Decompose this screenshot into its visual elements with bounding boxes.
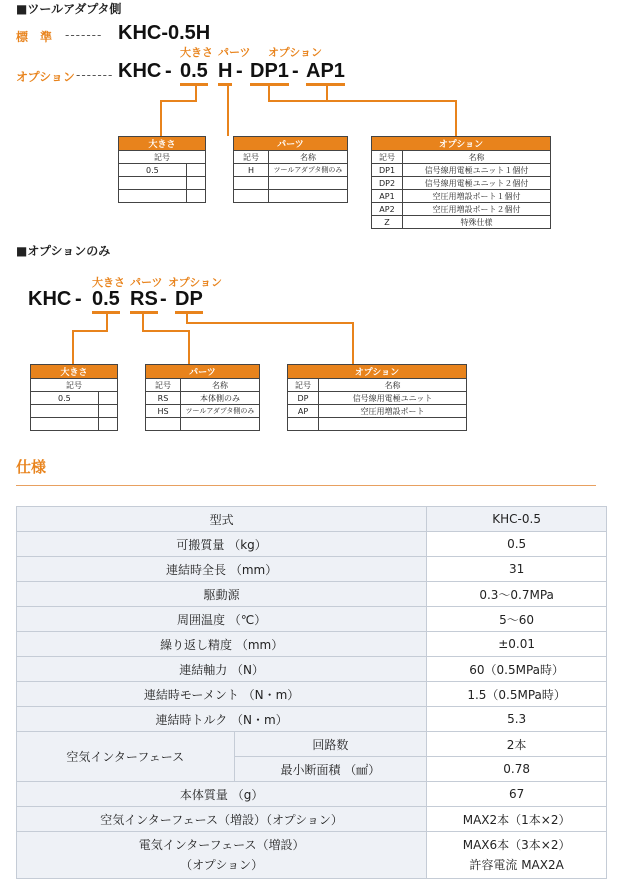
spec-value: 31 xyxy=(427,557,607,582)
table-row xyxy=(17,682,607,707)
option-table-title: オプション xyxy=(288,365,467,379)
table-cell: HS xyxy=(146,405,181,418)
spec-value-line: MAX6本（3本×2） xyxy=(462,838,571,852)
connector-line xyxy=(142,330,190,332)
spec-value: 1.5（0.5MPa時） xyxy=(427,682,607,707)
table-cell xyxy=(146,418,181,431)
spec-value: 2本 xyxy=(427,732,607,757)
table-cell: DP2 xyxy=(372,177,403,190)
table-cell: 信号線用電極ユニット２個付 xyxy=(403,177,551,190)
connector-line xyxy=(326,86,328,100)
table-cell xyxy=(98,418,117,431)
table-cell: 信号線用電極ユニット xyxy=(319,392,467,405)
size-table-title: 大きさ xyxy=(119,137,206,151)
size-caption: 大きさ xyxy=(180,46,213,59)
parts-table-title: パーツ xyxy=(234,137,348,151)
table-cell: 0.5 xyxy=(119,164,187,177)
spec-divider xyxy=(16,485,596,486)
spec-label: 連結時全長 （mm） xyxy=(17,557,427,582)
table-cell: 空圧用増設ポート xyxy=(319,405,467,418)
spec-label-line: 電気インターフェース（増設） xyxy=(138,838,305,852)
size-caption: 大きさ xyxy=(92,276,125,289)
parts-table-header-code: 記号 xyxy=(146,379,181,392)
table-row xyxy=(17,607,607,632)
table-cell: 0.5 xyxy=(31,392,99,405)
separator: - xyxy=(292,60,299,82)
spec-value: 5～60 xyxy=(427,607,607,632)
connector-line xyxy=(352,322,354,364)
table-cell: RS xyxy=(146,392,181,405)
table-row xyxy=(17,707,607,732)
spec-label: 連結時トルク （N・m） xyxy=(17,707,427,732)
parts-caption: パーツ xyxy=(218,46,251,59)
spec-sublabel: 最小断面積 （㎟） xyxy=(234,757,427,782)
spec-value: ±0.01 xyxy=(427,632,607,657)
parts-table-header-name: 名称 xyxy=(181,379,260,392)
parts-code: H xyxy=(218,60,232,86)
table-cell xyxy=(186,177,205,190)
spec-value: 0.78 xyxy=(427,757,607,782)
size-table xyxy=(118,136,206,203)
table-cell: ツールアダプタ側のみ xyxy=(269,164,348,177)
table-cell: Z xyxy=(372,216,403,229)
connector-line xyxy=(455,100,457,136)
table-cell xyxy=(98,392,117,405)
table-row xyxy=(17,657,607,682)
table-cell: 空圧用増設ポート１個付 xyxy=(403,190,551,203)
table-row xyxy=(17,832,607,879)
table-cell: DP xyxy=(288,392,319,405)
connector-line xyxy=(188,330,190,364)
table-cell xyxy=(31,418,99,431)
spec-sublabel: 回路数 xyxy=(234,732,427,757)
spec-label: 駆動源 xyxy=(17,582,427,607)
option-caption: オプション xyxy=(268,46,323,59)
spec-label: 可搬質量 （kg） xyxy=(17,532,427,557)
parts-table xyxy=(233,136,348,203)
table-cell xyxy=(186,164,205,177)
spec-value: 5.3 xyxy=(427,707,607,732)
connector-line xyxy=(106,314,108,330)
table-cell: 空圧用増設ポート２個付 xyxy=(403,203,551,216)
size-table xyxy=(30,364,118,431)
separator: - xyxy=(75,288,82,310)
option-code: DP xyxy=(175,288,203,314)
parts-caption: パーツ xyxy=(130,276,163,289)
size-table-header: 記号 xyxy=(119,151,206,164)
connector-line xyxy=(186,322,354,324)
option-caption: オプション xyxy=(168,276,223,289)
standard-dash: ------- xyxy=(65,28,103,42)
option-table-header-code: 記号 xyxy=(372,151,403,164)
table-cell: DP1 xyxy=(372,164,403,177)
table-cell xyxy=(181,418,260,431)
spec-label: 周囲温度 （℃） xyxy=(17,607,427,632)
model-prefix: KHC xyxy=(118,60,162,82)
parts-table-header-code: 記号 xyxy=(234,151,269,164)
standard-label: 標 準 xyxy=(16,30,53,44)
spec-value xyxy=(427,832,607,879)
table-cell: H xyxy=(234,164,269,177)
table-cell xyxy=(234,190,269,203)
connector-line xyxy=(142,314,144,330)
table-cell: AP1 xyxy=(372,190,403,203)
spec-value: MAX2本（1本×2） xyxy=(427,807,607,832)
size-code: 0.5 xyxy=(92,288,120,314)
parts-table xyxy=(145,364,260,431)
table-row xyxy=(17,507,607,532)
table-cell: 本体側のみ xyxy=(181,392,260,405)
table-row xyxy=(17,807,607,832)
separator: - xyxy=(165,60,172,82)
connector-line xyxy=(160,100,162,136)
connector-line xyxy=(268,100,456,102)
table-cell xyxy=(269,190,348,203)
parts-table-header-name: 名称 xyxy=(269,151,348,164)
spec-label xyxy=(17,832,427,879)
table-cell xyxy=(119,177,187,190)
table-row xyxy=(17,557,607,582)
option-table-header-code: 記号 xyxy=(288,379,319,392)
tool-adapter-heading: ■ツールアダプタ側 xyxy=(16,2,122,16)
option1-code: DP1 xyxy=(250,60,289,86)
option-label: オプション xyxy=(16,70,75,84)
table-cell xyxy=(119,190,187,203)
table-cell: AP2 xyxy=(372,203,403,216)
connector-line xyxy=(268,86,270,100)
spec-value: 60（0.5MPa時） xyxy=(427,657,607,682)
table-cell: 信号線用電極ユニット１個付 xyxy=(403,164,551,177)
connector-line xyxy=(72,330,74,364)
separator: - xyxy=(236,60,243,82)
spec-label: 空気インターフェース xyxy=(17,732,235,782)
spec-title: 仕様 xyxy=(16,458,47,476)
table-cell xyxy=(234,177,269,190)
spec-label: 空気インターフェース（増設）（オプション） xyxy=(17,807,427,832)
spec-label: 連結時モーメント （N・m） xyxy=(17,682,427,707)
table-cell: ツールアダプタ側のみ xyxy=(181,405,260,418)
connector-line xyxy=(72,330,108,332)
size-table-header: 記号 xyxy=(31,379,118,392)
table-cell xyxy=(98,405,117,418)
table-cell xyxy=(186,190,205,203)
connector-line xyxy=(160,100,197,102)
size-table-title: 大きさ xyxy=(31,365,118,379)
table-cell: AP xyxy=(288,405,319,418)
spec-value: 67 xyxy=(427,782,607,807)
spec-label: 本体質量 （g） xyxy=(17,782,427,807)
option-only-heading: ■オプションのみ xyxy=(16,244,111,258)
option-table xyxy=(287,364,467,431)
connector-line xyxy=(227,86,229,136)
table-row xyxy=(17,532,607,557)
connector-line xyxy=(195,86,197,100)
table-row xyxy=(17,782,607,807)
table-cell: 特殊仕様 xyxy=(403,216,551,229)
spec-value: 0.3～0.7MPa xyxy=(427,582,607,607)
spec-label-line: （オプション） xyxy=(180,858,264,872)
spec-label: 繰り返し精度 （mm） xyxy=(17,632,427,657)
table-row xyxy=(17,632,607,657)
table-row xyxy=(17,732,607,757)
table-cell xyxy=(288,418,319,431)
table-row xyxy=(17,582,607,607)
option-dash: ------- xyxy=(76,68,114,82)
parts-table-title: パーツ xyxy=(146,365,260,379)
spec-label: 型式 xyxy=(17,507,427,532)
option-table xyxy=(371,136,551,229)
table-cell xyxy=(319,418,467,431)
option-table-header-name: 名称 xyxy=(403,151,551,164)
spec-value: 0.5 xyxy=(427,532,607,557)
option2-code: AP1 xyxy=(306,60,345,86)
spec-table xyxy=(16,506,607,879)
option-table-title: オプション xyxy=(372,137,551,151)
size-code: 0.5 xyxy=(180,60,208,86)
separator: - xyxy=(160,288,167,310)
standard-model: KHC-0.5H xyxy=(118,22,211,44)
option-table-header-name: 名称 xyxy=(319,379,467,392)
parts-code: RS xyxy=(130,288,158,314)
spec-value-line: 許容電流 MAX2A xyxy=(469,858,564,872)
spec-label: 連結軸力 （N） xyxy=(17,657,427,682)
spec-value: KHC-0.5 xyxy=(427,507,607,532)
table-cell xyxy=(269,177,348,190)
table-cell xyxy=(31,405,99,418)
model-prefix: KHC xyxy=(28,288,72,310)
